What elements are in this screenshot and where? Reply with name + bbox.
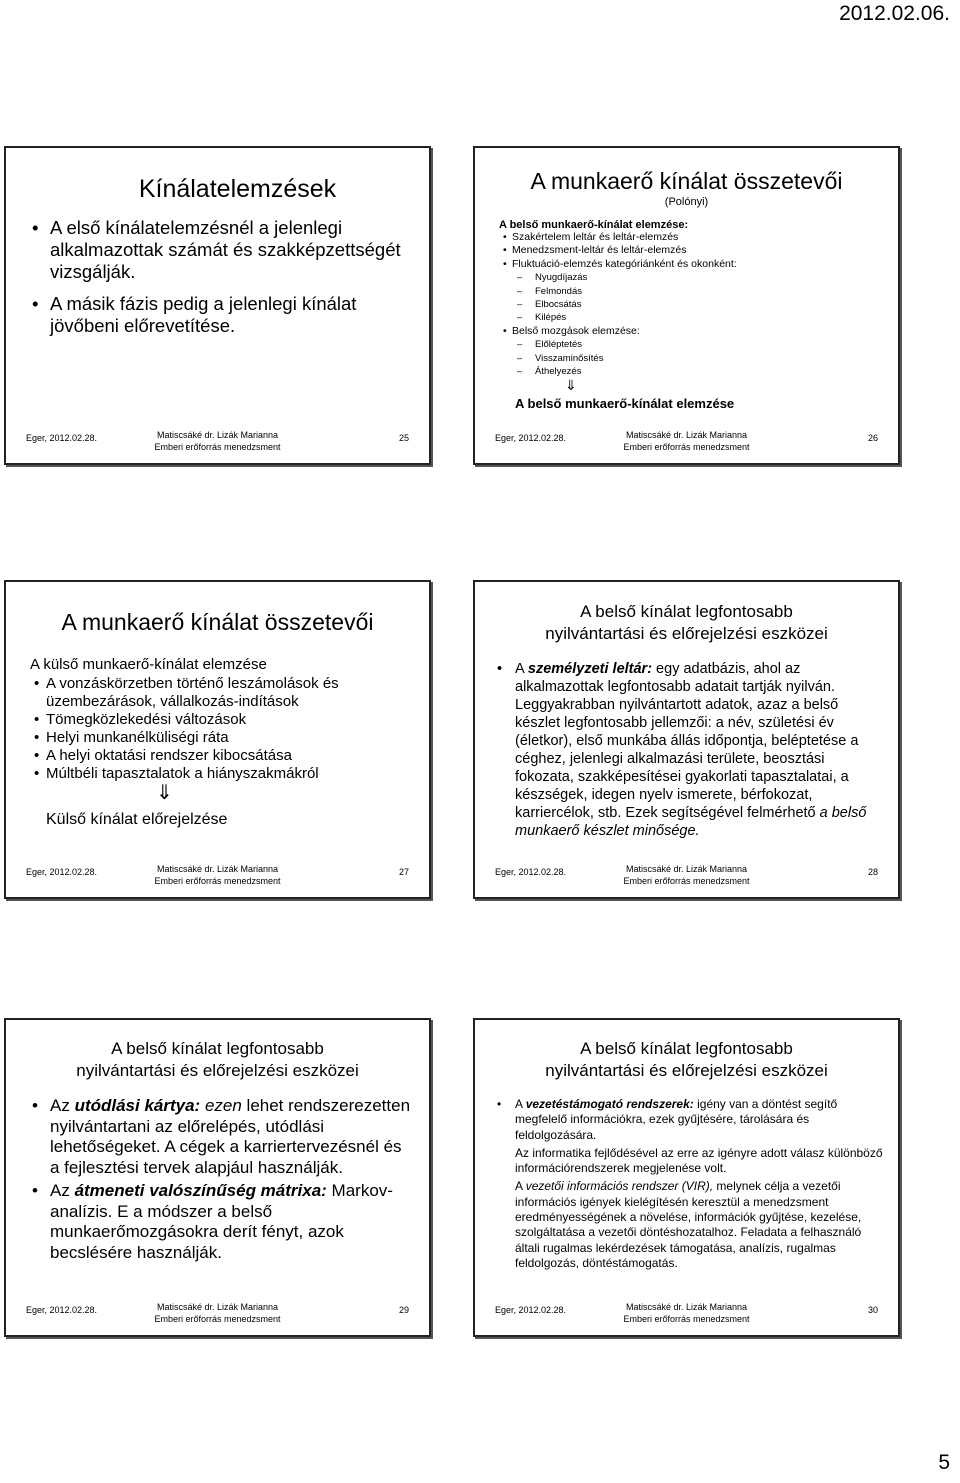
item-tail: a belső munkaerő készlet minősége. (515, 805, 867, 839)
sub-list (499, 338, 886, 378)
list-item: • Menedzsment-leltár és leltár-elemzés (499, 244, 886, 257)
footer-date: Eger, 2012.02.28. (26, 433, 98, 443)
list-item: • Tömegközlekedési változások (30, 711, 415, 729)
list-item: • Helyi munkanélküliségi ráta (30, 729, 415, 747)
bullet-list (28, 217, 409, 337)
sub-item: – Felmondás (499, 285, 886, 298)
list-item (493, 1097, 884, 1143)
item-text: Markov-analízis. E a módszer a belső munkaerőmozgásokra derít fényt, azok becslésére használják. (50, 1181, 393, 1262)
item-text: igény van a döntést segítő megfelelő információkra, ezek gyűjtésére, tárolására és feldolgozására. (515, 1097, 838, 1142)
title-line: A belső kínálat legfontosabb (111, 1039, 324, 1058)
list-item: • Belső mozgások elemzése: (499, 325, 886, 338)
slide-26 (473, 146, 900, 465)
bullet-list (499, 231, 886, 271)
slide-number: 25 (398, 433, 409, 443)
footer-date: Eger, 2012.02.28. (495, 433, 567, 443)
list-item (28, 1096, 415, 1178)
footer-date: Eger, 2012.02.28. (26, 1305, 98, 1315)
arrow-down-icon: ⇓ (565, 377, 577, 394)
term: vezetéstámogató rendszerek: (525, 1097, 694, 1111)
footer-date: Eger, 2012.02.28. (495, 867, 567, 877)
item-text: lehet rendszerezetten nyilvántartani az előrelépés, utódlási lehetőségeket. A cégek a karriertervezésnél és a fejlesztési tervek alapjául használják. (50, 1096, 411, 1177)
footer-date: Eger, 2012.02.28. (495, 1305, 567, 1315)
slide-title: A munkaerő kínálat összetevői (61, 609, 374, 635)
list-item (493, 660, 880, 840)
slide-number: 26 (867, 433, 878, 443)
slide-30 (473, 1018, 900, 1337)
item-prefix: A (515, 1097, 526, 1111)
footer-course: Emberi erőforrás menedzsment (154, 1314, 281, 1324)
slide-29 (4, 1018, 431, 1337)
page-number: 5 (938, 1451, 950, 1474)
term: utódlási kártya: (74, 1096, 201, 1115)
slide-title: Kínálatelemzések (138, 175, 337, 203)
slide-title (475, 1038, 898, 1082)
section-heading: A külső munkaerő-kínálat elemzése (30, 656, 267, 673)
slide-title: A munkaerő kínálat összetevői (530, 168, 843, 194)
arrow-down-icon: ⇓ (156, 782, 173, 804)
section-heading: A belső munkaerő-kínálat elemzése: (499, 219, 689, 231)
footer-course: Emberi erőforrás menedzsment (154, 442, 281, 452)
item-prefix: Az (50, 1096, 75, 1115)
footer-author: Matiscsáké dr. Lizák Marianna (625, 430, 748, 440)
slide-footer (26, 1301, 409, 1329)
slide-27 (4, 580, 431, 899)
bullet-list (30, 675, 415, 783)
footer-author: Matiscsáké dr. Lizák Marianna (156, 430, 279, 440)
sub-item: – Visszaminősítés (499, 352, 886, 365)
footer-author: Matiscsáké dr. Lizák Marianna (625, 864, 748, 874)
conclusion: Külső kínálat előrejelzése (46, 811, 228, 828)
list-item: • Fluktuáció-elemzés kategóriánként és okonként: (499, 258, 886, 271)
slide-number: 27 (398, 867, 409, 877)
slide-footer (26, 863, 409, 891)
item-prefix: A (515, 661, 528, 677)
slide-footer (26, 429, 409, 457)
slide-number: 30 (867, 1305, 878, 1315)
footer-course: Emberi erőforrás menedzsment (154, 876, 281, 886)
slide-25 (4, 146, 431, 465)
footer-course: Emberi erőforrás menedzsment (623, 876, 750, 886)
title-line: A belső kínálat legfontosabb (580, 1039, 793, 1058)
list-item: • A vonzáskörzetben történő leszámolások és üzembezárások, vállalkozás-indítások (30, 675, 415, 711)
title-line: nyilvántartási és előrejelzési eszközei (545, 1061, 828, 1080)
title-line: A belső kínálat legfontosabb (580, 602, 793, 621)
title-line: nyilvántartási és előrejelzési eszközei (76, 1061, 359, 1080)
list-item: • A másik fázis pedig a jelenlegi kínálat jövőbeni előrevetítése. (28, 293, 409, 337)
sub-item: – Nyugdíjazás (499, 271, 886, 284)
list-item (28, 1181, 415, 1263)
slide-footer (495, 429, 878, 457)
sub-item: – Előléptetés (499, 338, 886, 351)
term: személyzeti leltár: (527, 661, 653, 677)
bullet-list (499, 325, 886, 338)
item-prefix: A (515, 1179, 526, 1194)
title-line: nyilvántartási és előrejelzési eszközei (545, 624, 828, 643)
sub-item: – Elbocsátás (499, 298, 886, 311)
list-item: • A első kínálatelemzésnél a jelenlegi alkalmazottak számát és szakképzettségét vizsgálják. (28, 217, 409, 283)
footer-course: Emberi erőforrás menedzsment (623, 1314, 750, 1324)
slide-footer (495, 1301, 878, 1329)
slide-number: 28 (867, 867, 878, 877)
bullet-list (493, 660, 880, 840)
sub-item: – Kilépés (499, 311, 886, 324)
bullet-list (28, 1096, 415, 1263)
item-text: melynek célja a vezetői információs igények kielégítésén keresztül a menedzsment eredményességének a növelése, információk gyűjtése, kezelése, szolgáltatása a vezetői döntéshozatalhoz. Feladata a felhasználó általi rugalmas lekérdezések támogatása, analízis, rugalmas feldolgozás, döntéstámogatás. (515, 1179, 862, 1270)
sub-list (499, 271, 886, 325)
list-item: • Múltbéli tapasztalatok a hiányszakmákról (30, 765, 415, 783)
footer-author: Matiscsáké dr. Lizák Marianna (625, 1302, 748, 1312)
document-date: 2012.02.06. (839, 2, 950, 25)
item-prefix: Az (50, 1181, 75, 1200)
footer-author: Matiscsáké dr. Lizák Marianna (156, 864, 279, 874)
sub-item: – Áthelyezés (499, 365, 886, 378)
footer-course: Emberi erőforrás menedzsment (623, 442, 750, 452)
list-item: • Szakértelem leltár és leltár-elemzés (499, 231, 886, 244)
item-mid: ezen (200, 1096, 242, 1115)
paragraph (493, 1179, 884, 1271)
bullet-list (493, 1097, 884, 1143)
list-item: • A helyi oktatási rendszer kibocsátása (30, 747, 415, 765)
footer-author: Matiscsáké dr. Lizák Marianna (156, 1302, 279, 1312)
slide-footer (495, 863, 878, 891)
slide-28 (473, 580, 900, 899)
slide-title (475, 601, 898, 645)
conclusion: A belső munkaerő-kínálat elemzése (515, 396, 735, 412)
slide-number: 29 (398, 1305, 409, 1315)
item-text: egy adatbázis, ahol az alkalmazottak legfontosabb adatait tartják nyilván. Leggyakrabban nyilvántartott adatok, azaz a belső készlet legfontosabb jellemzői: a név, születési év (életkor), első munkába állás időpontja, beléptetése a céghez, jelenlegi alkalmazási területe, beosztási fokozata, szakképesítései gyakorlati tapasztalatai, a készségek, idegen nyelv ismerete, bérfokozat, karriercélok, stb. Ezek segítségével felmérhető (515, 661, 859, 821)
slide-title (6, 1038, 429, 1082)
term: vezetői információs rendszer (VIR), (525, 1179, 714, 1194)
slide-subtitle: (Polónyi) (664, 196, 709, 208)
term: átmeneti valószínűség mátrixa: (74, 1181, 327, 1200)
footer-date: Eger, 2012.02.28. (26, 867, 98, 877)
paragraph: Az informatika fejlődésével az erre az igényre adott válasz különböző információrendszerek megjelenése volt. (515, 1145, 883, 1176)
